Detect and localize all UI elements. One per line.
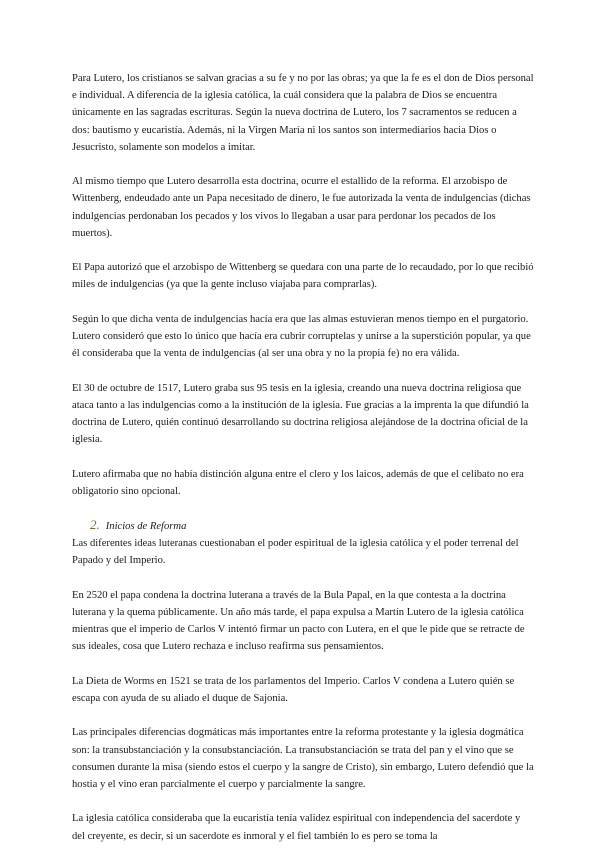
- paragraph-doctrina-lutero: Para Lutero, los cristianos se salvan gracias a su fe y no por las obras; ya que la fe es el don de Dios personal e individual. A diferencia de la iglesia católica, la cuál considera que la palabra de Dios se encuentra únicamente en las sagradas escrituras. Según la nueva doctrina de Lutero, los 7 sacramentos se reducen a dos: bautismo y eucaristía. Además, ni la Virgen María ni los santos son intermediarios hacia Dios o Jesucristo, solamente son modelos a imitar.: [72, 73, 534, 153]
- paragraph-papa-arzobispo: El Papa autorizó que el arzobispo de Wittenberg se quedara con una parte de lo recaudado, por lo que recibió miles de indulgencias (ya que la gente incluso viajaba para comprarlas).: [72, 262, 534, 291]
- paragraph-ideas-luteranas: Las diferentes ideas luteranas cuestionaban el poder espiritual de la iglesia católica y el poder terrenal del Papado y del Imperio.: [72, 538, 519, 567]
- paragraph-eucaristia: La iglesia católica consideraba que la eucaristía tenía validez espiritual con independencia del sacerdote y del creyente, es decir, si un sacerdote es inmoral y el fiel también lo es pero se toma la: [72, 813, 521, 842]
- document-body: [72, 70, 534, 848]
- section-heading: [72, 517, 534, 535]
- paragraph-diferencias-dogmaticas: Las principales diferencias dogmáticas más importantes entre la reforma protestante y la iglesia dogmática son: la transubstanciación y la consubstanciación. La transubstanciación se trata del pan y el vino que se consumen durante la misa (siendo estos el cuerpo y la sangre de Cristo), sin embargo, Lutero defendió que la hostia y el vino eran parcialmente el cuerpo y parcialmente la sangre.: [72, 727, 534, 790]
- paragraph-venta-indulgencias: Según lo que dicha venta de indulgencias hacía era que las almas estuvieran menos tiempo en el purgatorio. Lutero consideró que esto lo único que hacía era cubrir corruptelas y unirse a la superstición popular, ya que él consideraba que la venta de indulgencias (al ser una obra y no la propia fe) no era válida.: [72, 313, 531, 360]
- paragraph-clero-laicos: Lutero afirmaba que no había distinción alguna entre el clero y los laicos, además de que el celibato no era obligatorio sino opcional.: [72, 468, 524, 497]
- paragraph-estallido-reforma: Al mismo tiempo que Lutero desarrolla esta doctrina, ocurre el estallido de la reforma. El arzobispo de Wittenberg, endeudado ante un Papa necesitado de dinero, le fue autorizada la venta de indulgencias (dichas indulgencias perdonaban los pecados y los vivos lo llegaban a usar para perdonar los pecados de los muertos).: [72, 176, 531, 239]
- section-title: Inicios de Reforma: [105, 521, 187, 533]
- section-number: 2.: [90, 517, 100, 533]
- paragraph-95-tesis: El 30 de octubre de 1517, Lutero graba sus 95 tesis en la iglesia, creando una nueva doctrina religiosa que ataca tanto a las indulgencias como a la institución de la iglesia. Fue gracias a la imprenta la que difundió la doctrina de Lutero, quién continuó desarrollando su doctrina religiosa alejándose de la doctrina oficial de la iglesia.: [72, 382, 529, 446]
- paragraph-dieta-worms: La Dieta de Worms en 1521 se trata de los parlamentos del Imperio. Carlos V condena a Lutero quién se escapa con ayuda de su aliado el duque de Sajonia.: [72, 675, 515, 704]
- paragraph-bula-papal: En 2520 el papa condena la doctrina luterana a través de la Bula Papal, en la que contesta a la doctrina luterana y la quema públicamente. Un año más tarde, el papa expulsa a Martín Lutero de la iglesia católica mientras que el imperio de Carlos V intentó firmar un pacto con Lutera, en el que le pide que se retracte de sus ideales, cosa que Lutero rechaza e incluso reafirma sus pensamientos.: [72, 589, 525, 653]
